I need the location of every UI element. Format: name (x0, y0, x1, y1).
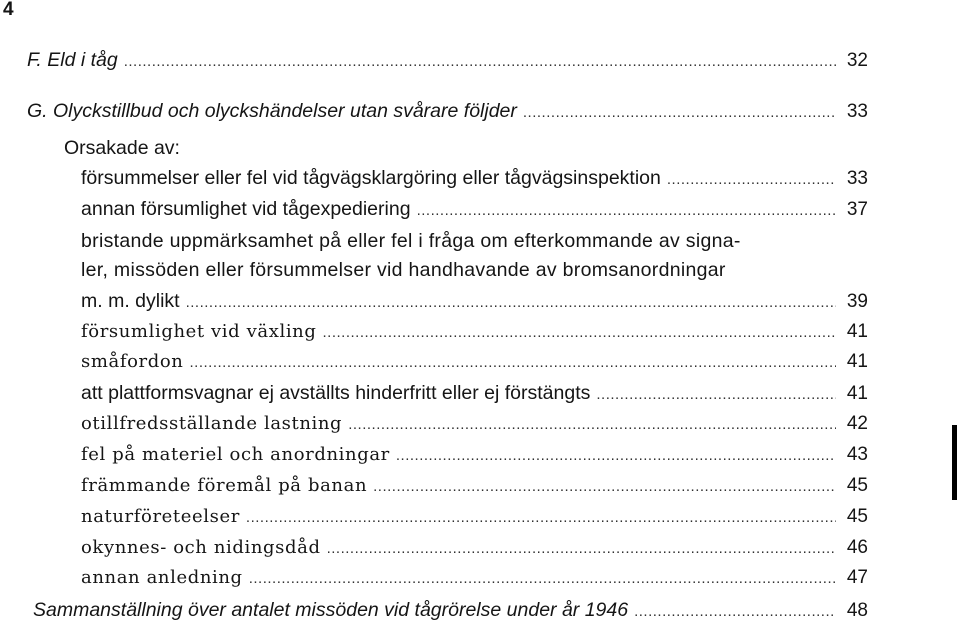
page-ref: 42 (846, 413, 868, 434)
page-ref: 41 (846, 321, 868, 342)
entry-title: Sammanställning över antalet missöden vid tågrörelse under år 1946 (33, 599, 629, 621)
page-ref: 43 (846, 444, 868, 465)
entry-title: F. Eld i tåg (27, 49, 118, 71)
dot-leader (667, 168, 836, 192)
toc-entry (81, 166, 868, 190)
entry-title: annan försumlighet vid tågexpediering (81, 198, 411, 220)
entry-title: naturföreteelser (81, 506, 240, 527)
dot-leader (596, 383, 836, 407)
toc-entry (81, 350, 868, 374)
entry-title: främmande föremål på banan (81, 475, 368, 496)
page-ref: 41 (846, 351, 868, 372)
toc-entry (81, 320, 868, 344)
entry-title: m. m. dylikt (81, 290, 180, 312)
dot-leader (417, 199, 836, 223)
dot-leader (523, 101, 836, 125)
entry-title: annan anledning (81, 567, 243, 588)
toc-entry-g (27, 99, 868, 123)
toc-entry (81, 474, 868, 498)
page-ref: 37 (846, 199, 868, 220)
dot-leader (124, 50, 836, 74)
page-ref: 48 (846, 600, 868, 621)
dot-leader (249, 567, 836, 591)
entry-title: otillfredsställande lastning (81, 413, 343, 434)
dot-leader (327, 537, 836, 561)
page-ref: 45 (846, 475, 868, 496)
entry-title: småfordon (81, 351, 184, 372)
dot-leader (373, 475, 836, 499)
page-ref: 33 (846, 168, 868, 189)
page-ref: 32 (846, 50, 868, 71)
page-ref: 39 (846, 291, 868, 312)
page-ref: 33 (846, 101, 868, 122)
dot-leader (186, 291, 836, 315)
entry-title: försummelser eller fel vid tågvägsklargöring eller tågvägsinspektion (81, 167, 661, 189)
dot-leader (396, 444, 836, 468)
dot-leader (348, 413, 836, 437)
entry-title: G. Olyckstillbud och olyckshändelser utan svårare följder (27, 100, 517, 122)
entry-text-line: bristande uppmärksamhet på eller fel i fråga om efterkommande av signa- (81, 230, 741, 252)
toc-entry (81, 505, 868, 529)
section-label: Orsakade av: (64, 137, 180, 159)
page-number: 4 (3, 0, 14, 20)
page-ref: 45 (846, 506, 868, 527)
dot-leader (323, 321, 837, 345)
toc-entry (81, 566, 868, 590)
entry-title: försumlighet vid växling (81, 321, 317, 342)
toc-entry (81, 197, 868, 221)
page-ref: 41 (846, 383, 868, 404)
toc-entry (81, 381, 868, 405)
toc-entry (81, 412, 868, 436)
entry-title: att plattformsvagnar ej avställts hinderfritt eller ej förstängts (81, 382, 591, 404)
toc-entry (81, 443, 868, 467)
margin-mark (952, 425, 957, 500)
toc-entry-summary (33, 598, 868, 622)
page-ref: 46 (846, 537, 868, 558)
toc-entry-f (27, 48, 868, 72)
entry-title: okynnes- och nidingsdåd (81, 537, 321, 558)
dot-leader (246, 506, 836, 530)
dot-leader (190, 351, 837, 375)
page-ref: 47 (846, 567, 868, 588)
dot-leader (634, 600, 836, 624)
toc-entry (81, 289, 868, 313)
toc-entry (81, 536, 868, 560)
entry-text-line: ler, missöden eller försummelser vid handhavande av bromsanordningar (81, 259, 726, 281)
entry-title: fel på materiel och anordningar (81, 444, 390, 465)
